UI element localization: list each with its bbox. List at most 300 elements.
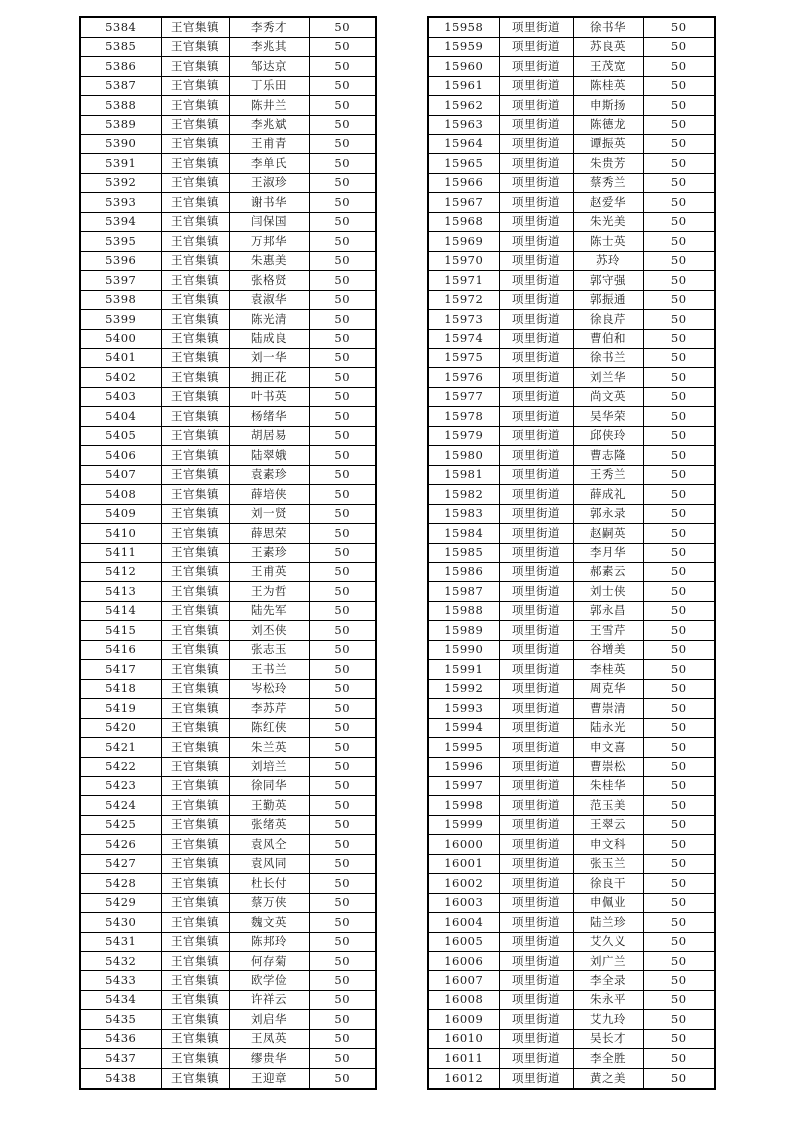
region-cell: 王官集镇 (161, 135, 229, 154)
person-name-cell: 杨绪华 (229, 407, 309, 426)
amount-cell: 50 (643, 135, 715, 154)
region-cell: 王官集镇 (161, 738, 229, 757)
person-name-cell: 李全录 (573, 971, 643, 990)
serial-number-cell: 16001 (428, 854, 499, 873)
person-name-cell: 朱桂华 (573, 776, 643, 795)
amount-cell: 50 (309, 601, 376, 620)
table-row (428, 115, 715, 134)
table-row (80, 932, 376, 951)
serial-number-cell: 5423 (80, 776, 161, 795)
amount-cell: 50 (643, 796, 715, 815)
person-name-cell: 赵嗣英 (573, 524, 643, 543)
table-row (80, 154, 376, 173)
region-cell: 王官集镇 (161, 990, 229, 1009)
table-row (428, 1049, 715, 1068)
amount-cell: 50 (309, 446, 376, 465)
table-row (80, 1010, 376, 1029)
person-name-cell: 朱惠美 (229, 251, 309, 270)
region-cell: 项里街道 (499, 96, 573, 115)
region-cell: 项里街道 (499, 154, 573, 173)
region-cell: 项里街道 (499, 368, 573, 387)
serial-number-cell: 5438 (80, 1068, 161, 1089)
amount-cell: 50 (309, 1068, 376, 1089)
table-row (80, 504, 376, 523)
table-row (428, 465, 715, 484)
serial-number-cell: 5433 (80, 971, 161, 990)
serial-number-cell: 5426 (80, 835, 161, 854)
amount-cell: 50 (643, 329, 715, 348)
person-name-cell: 胡居易 (229, 426, 309, 445)
person-name-cell: 谷增美 (573, 640, 643, 659)
region-cell: 王官集镇 (161, 1068, 229, 1089)
table-row (80, 193, 376, 212)
person-name-cell: 陆兰珍 (573, 913, 643, 932)
region-cell: 项里街道 (499, 135, 573, 154)
table-row (428, 37, 715, 56)
table-row (428, 582, 715, 601)
person-name-cell: 王凤英 (229, 1029, 309, 1048)
serial-number-cell: 5424 (80, 796, 161, 815)
region-cell: 项里街道 (499, 290, 573, 309)
table-row (428, 1029, 715, 1048)
amount-cell: 50 (643, 446, 715, 465)
person-name-cell: 张志玉 (229, 640, 309, 659)
region-cell: 王官集镇 (161, 232, 229, 251)
serial-number-cell: 15997 (428, 776, 499, 795)
region-cell: 王官集镇 (161, 699, 229, 718)
amount-cell: 50 (643, 835, 715, 854)
serial-number-cell: 5388 (80, 96, 161, 115)
amount-cell: 50 (309, 310, 376, 329)
table-row (428, 485, 715, 504)
region-cell: 项里街道 (499, 582, 573, 601)
person-name-cell: 朱兰英 (229, 738, 309, 757)
table-row (428, 543, 715, 562)
amount-cell: 50 (309, 543, 376, 562)
serial-number-cell: 16007 (428, 971, 499, 990)
table-row (80, 329, 376, 348)
table-row (80, 57, 376, 76)
region-cell: 项里街道 (499, 601, 573, 620)
serial-number-cell: 16012 (428, 1068, 499, 1089)
region-cell: 项里街道 (499, 562, 573, 581)
region-cell: 项里街道 (499, 17, 573, 37)
amount-cell: 50 (309, 562, 376, 581)
serial-number-cell: 16010 (428, 1029, 499, 1048)
amount-cell: 50 (643, 543, 715, 562)
amount-cell: 50 (643, 990, 715, 1009)
region-cell: 王官集镇 (161, 271, 229, 290)
person-name-cell: 朱永平 (573, 990, 643, 1009)
region-cell: 项里街道 (499, 232, 573, 251)
region-cell: 项里街道 (499, 971, 573, 990)
amount-cell: 50 (309, 738, 376, 757)
amount-cell: 50 (309, 621, 376, 640)
amount-cell: 50 (643, 738, 715, 757)
table-row (428, 135, 715, 154)
person-name-cell: 王淑珍 (229, 173, 309, 192)
region-cell: 项里街道 (499, 854, 573, 873)
amount-cell: 50 (643, 173, 715, 192)
amount-cell: 50 (309, 368, 376, 387)
person-name-cell: 朱光美 (573, 212, 643, 231)
amount-cell: 50 (643, 582, 715, 601)
table-row (428, 932, 715, 951)
region-cell: 项里街道 (499, 57, 573, 76)
person-name-cell: 李全胜 (573, 1049, 643, 1068)
amount-cell: 50 (309, 387, 376, 406)
person-name-cell: 王书兰 (229, 660, 309, 679)
serial-number-cell: 5419 (80, 699, 161, 718)
table-row (428, 504, 715, 523)
serial-number-cell: 15979 (428, 426, 499, 445)
amount-cell: 50 (309, 485, 376, 504)
serial-number-cell: 5435 (80, 1010, 161, 1029)
person-name-cell: 薛培侠 (229, 485, 309, 504)
person-name-cell: 袁风仝 (229, 835, 309, 854)
serial-number-cell: 15985 (428, 543, 499, 562)
serial-number-cell: 15980 (428, 446, 499, 465)
region-cell: 王官集镇 (161, 407, 229, 426)
table-row (428, 193, 715, 212)
person-name-cell: 吴长才 (573, 1029, 643, 1048)
table-row (80, 601, 376, 620)
table-row (428, 154, 715, 173)
serial-number-cell: 5386 (80, 57, 161, 76)
person-name-cell: 王雪芹 (573, 621, 643, 640)
table-row (80, 582, 376, 601)
person-name-cell: 缪贵华 (229, 1049, 309, 1068)
region-cell: 项里街道 (499, 310, 573, 329)
serial-number-cell: 15994 (428, 718, 499, 737)
serial-number-cell: 5430 (80, 913, 161, 932)
amount-cell: 50 (643, 17, 715, 37)
person-name-cell: 何存菊 (229, 952, 309, 971)
tables-container (79, 16, 716, 1090)
region-cell: 王官集镇 (161, 796, 229, 815)
table-row (428, 348, 715, 367)
serial-number-cell: 5407 (80, 465, 161, 484)
table-row (80, 776, 376, 795)
amount-cell: 50 (643, 504, 715, 523)
amount-cell: 50 (309, 854, 376, 873)
amount-cell: 50 (309, 271, 376, 290)
serial-number-cell: 5395 (80, 232, 161, 251)
amount-cell: 50 (309, 329, 376, 348)
person-name-cell: 苏良英 (573, 37, 643, 56)
amount-cell: 50 (643, 893, 715, 912)
amount-cell: 50 (643, 271, 715, 290)
region-cell: 项里街道 (499, 407, 573, 426)
amount-cell: 50 (309, 757, 376, 776)
serial-number-cell: 5413 (80, 582, 161, 601)
region-cell: 项里街道 (499, 212, 573, 231)
person-name-cell: 李兆斌 (229, 115, 309, 134)
amount-cell: 50 (643, 952, 715, 971)
amount-cell: 50 (309, 952, 376, 971)
table-row (80, 485, 376, 504)
person-name-cell: 李苏芹 (229, 699, 309, 718)
right-table-body (428, 17, 715, 1089)
serial-number-cell: 15971 (428, 271, 499, 290)
person-name-cell: 张玉兰 (573, 854, 643, 873)
serial-number-cell: 5401 (80, 348, 161, 367)
region-cell: 王官集镇 (161, 173, 229, 192)
serial-number-cell: 5392 (80, 173, 161, 192)
table-row (80, 37, 376, 56)
serial-number-cell: 5400 (80, 329, 161, 348)
table-row (428, 835, 715, 854)
amount-cell: 50 (643, 37, 715, 56)
table-row (80, 387, 376, 406)
serial-number-cell: 5427 (80, 854, 161, 873)
serial-number-cell: 5385 (80, 37, 161, 56)
region-cell: 王官集镇 (161, 485, 229, 504)
serial-number-cell: 15999 (428, 815, 499, 834)
region-cell: 王官集镇 (161, 718, 229, 737)
serial-number-cell: 5429 (80, 893, 161, 912)
person-name-cell: 艾久义 (573, 932, 643, 951)
person-name-cell: 徐良芹 (573, 310, 643, 329)
region-cell: 王官集镇 (161, 193, 229, 212)
region-cell: 王官集镇 (161, 757, 229, 776)
region-cell: 王官集镇 (161, 854, 229, 873)
serial-number-cell: 15967 (428, 193, 499, 212)
table-row (428, 368, 715, 387)
amount-cell: 50 (643, 96, 715, 115)
amount-cell: 50 (643, 251, 715, 270)
person-name-cell: 曹伯和 (573, 329, 643, 348)
amount-cell: 50 (309, 96, 376, 115)
amount-cell: 50 (309, 426, 376, 445)
amount-cell: 50 (643, 154, 715, 173)
serial-number-cell: 15975 (428, 348, 499, 367)
amount-cell: 50 (309, 815, 376, 834)
table-row (80, 524, 376, 543)
table-row (80, 1068, 376, 1089)
person-name-cell: 徐书兰 (573, 348, 643, 367)
serial-number-cell: 5399 (80, 310, 161, 329)
region-cell: 王官集镇 (161, 562, 229, 581)
serial-number-cell: 5431 (80, 932, 161, 951)
amount-cell: 50 (309, 407, 376, 426)
person-name-cell: 刘丕侠 (229, 621, 309, 640)
table-row (80, 971, 376, 990)
region-cell: 王官集镇 (161, 329, 229, 348)
serial-number-cell: 5398 (80, 290, 161, 309)
region-cell: 项里街道 (499, 173, 573, 192)
serial-number-cell: 5394 (80, 212, 161, 231)
serial-number-cell: 16011 (428, 1049, 499, 1068)
serial-number-cell: 5425 (80, 815, 161, 834)
region-cell: 王官集镇 (161, 893, 229, 912)
person-name-cell: 周克华 (573, 679, 643, 698)
region-cell: 项里街道 (499, 1049, 573, 1068)
region-cell: 项里街道 (499, 796, 573, 815)
person-name-cell: 王秀兰 (573, 465, 643, 484)
region-cell: 王官集镇 (161, 426, 229, 445)
person-name-cell: 申斯扬 (573, 96, 643, 115)
person-name-cell: 岑松玲 (229, 679, 309, 698)
amount-cell: 50 (643, 310, 715, 329)
person-name-cell: 薛成礼 (573, 485, 643, 504)
table-row (428, 913, 715, 932)
serial-number-cell: 15969 (428, 232, 499, 251)
person-name-cell: 范玉美 (573, 796, 643, 815)
region-cell: 王官集镇 (161, 504, 229, 523)
serial-number-cell: 15961 (428, 76, 499, 95)
table-row (428, 854, 715, 873)
amount-cell: 50 (309, 932, 376, 951)
region-cell: 王官集镇 (161, 932, 229, 951)
region-cell: 王官集镇 (161, 835, 229, 854)
table-row (80, 874, 376, 893)
table-row (428, 699, 715, 718)
amount-cell: 50 (643, 699, 715, 718)
table-row (428, 290, 715, 309)
amount-cell: 50 (643, 426, 715, 445)
region-cell: 项里街道 (499, 76, 573, 95)
person-name-cell: 谢书华 (229, 193, 309, 212)
table-row (428, 212, 715, 231)
serial-number-cell: 5387 (80, 76, 161, 95)
amount-cell: 50 (309, 1010, 376, 1029)
amount-cell: 50 (643, 524, 715, 543)
table-row (428, 796, 715, 815)
amount-cell: 50 (309, 776, 376, 795)
region-cell: 王官集镇 (161, 660, 229, 679)
table-row (428, 271, 715, 290)
serial-number-cell: 5393 (80, 193, 161, 212)
amount-cell: 50 (309, 582, 376, 601)
person-name-cell: 丁乐田 (229, 76, 309, 95)
serial-number-cell: 5417 (80, 660, 161, 679)
serial-number-cell: 16009 (428, 1010, 499, 1029)
amount-cell: 50 (309, 990, 376, 1009)
table-row (428, 990, 715, 1009)
person-name-cell: 陆翠娥 (229, 446, 309, 465)
table-row (80, 835, 376, 854)
table-row (80, 660, 376, 679)
table-row (428, 893, 715, 912)
person-name-cell: 王素珍 (229, 543, 309, 562)
table-row (80, 543, 376, 562)
person-name-cell: 蔡万侠 (229, 893, 309, 912)
amount-cell: 50 (643, 57, 715, 76)
table-row (80, 640, 376, 659)
person-name-cell: 徐良干 (573, 874, 643, 893)
table-row (80, 679, 376, 698)
serial-number-cell: 5409 (80, 504, 161, 523)
table-row (80, 1049, 376, 1068)
table-row (80, 310, 376, 329)
serial-number-cell: 15973 (428, 310, 499, 329)
person-name-cell: 申佩业 (573, 893, 643, 912)
person-name-cell: 袁淑华 (229, 290, 309, 309)
region-cell: 王官集镇 (161, 251, 229, 270)
person-name-cell: 刘启华 (229, 1010, 309, 1029)
table-row (80, 251, 376, 270)
person-name-cell: 刘士侠 (573, 582, 643, 601)
amount-cell: 50 (643, 971, 715, 990)
region-cell: 王官集镇 (161, 57, 229, 76)
person-name-cell: 李桂英 (573, 660, 643, 679)
serial-number-cell: 5402 (80, 368, 161, 387)
person-name-cell: 李单氏 (229, 154, 309, 173)
serial-number-cell: 16002 (428, 874, 499, 893)
person-name-cell: 申文喜 (573, 738, 643, 757)
table-row (80, 738, 376, 757)
person-name-cell: 刘培兰 (229, 757, 309, 776)
person-name-cell: 郭振通 (573, 290, 643, 309)
table-row (80, 913, 376, 932)
table-row (428, 76, 715, 95)
amount-cell: 50 (309, 348, 376, 367)
amount-cell: 50 (309, 971, 376, 990)
region-cell: 项里街道 (499, 465, 573, 484)
region-cell: 项里街道 (499, 913, 573, 932)
serial-number-cell: 5421 (80, 738, 161, 757)
region-cell: 项里街道 (499, 990, 573, 1009)
serial-number-cell: 15988 (428, 601, 499, 620)
amount-cell: 50 (309, 193, 376, 212)
person-name-cell: 徐书华 (573, 17, 643, 37)
region-cell: 王官集镇 (161, 290, 229, 309)
person-name-cell: 欧学俭 (229, 971, 309, 990)
region-cell: 项里街道 (499, 660, 573, 679)
amount-cell: 50 (309, 718, 376, 737)
person-name-cell: 张绪英 (229, 815, 309, 834)
region-cell: 王官集镇 (161, 971, 229, 990)
amount-cell: 50 (643, 232, 715, 251)
region-cell: 王官集镇 (161, 212, 229, 231)
table-row (80, 465, 376, 484)
amount-cell: 50 (309, 874, 376, 893)
serial-number-cell: 15989 (428, 621, 499, 640)
amount-cell: 50 (643, 913, 715, 932)
region-cell: 项里街道 (499, 776, 573, 795)
table-row (80, 952, 376, 971)
amount-cell: 50 (309, 835, 376, 854)
table-row (428, 621, 715, 640)
amount-cell: 50 (643, 679, 715, 698)
region-cell: 王官集镇 (161, 524, 229, 543)
serial-number-cell: 15984 (428, 524, 499, 543)
amount-cell: 50 (643, 1029, 715, 1048)
region-cell: 王官集镇 (161, 601, 229, 620)
left-roster-table (79, 16, 377, 1090)
person-name-cell: 魏文英 (229, 913, 309, 932)
amount-cell: 50 (309, 173, 376, 192)
person-name-cell: 刘一贤 (229, 504, 309, 523)
serial-number-cell: 15978 (428, 407, 499, 426)
serial-number-cell: 15962 (428, 96, 499, 115)
person-name-cell: 郭永昌 (573, 601, 643, 620)
person-name-cell: 闫保国 (229, 212, 309, 231)
person-name-cell: 郭守强 (573, 271, 643, 290)
serial-number-cell: 15970 (428, 251, 499, 270)
table-row (428, 446, 715, 465)
serial-number-cell: 5420 (80, 718, 161, 737)
amount-cell: 50 (309, 679, 376, 698)
amount-cell: 50 (309, 660, 376, 679)
region-cell: 王官集镇 (161, 76, 229, 95)
table-row (428, 173, 715, 192)
table-row (428, 17, 715, 37)
table-row (428, 971, 715, 990)
serial-number-cell: 15966 (428, 173, 499, 192)
person-name-cell: 李月华 (573, 543, 643, 562)
